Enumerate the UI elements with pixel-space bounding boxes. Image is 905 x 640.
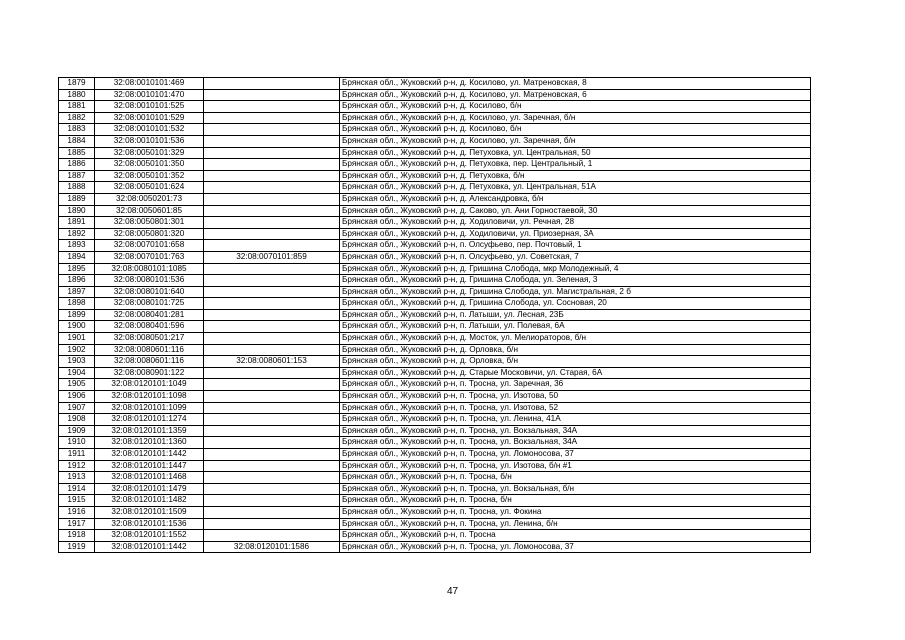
related-cadastral-number-cell	[204, 298, 340, 310]
address-cell: Брянская обл., Жуковский р-н, п. Тросна, ул. Ленина, 41А	[340, 414, 811, 426]
address-cell: Брянская обл., Жуковский р-н, п. Тросна, ул. Вокзальная, 34А	[340, 437, 811, 449]
related-cadastral-number-cell	[204, 483, 340, 495]
related-cadastral-number-cell	[204, 263, 340, 275]
address-cell: Брянская обл., Жуковский р-н, п. Тросна, ул. Ломоносова, 37	[340, 449, 811, 461]
address-cell: Брянская обл., Жуковский р-н, д. Александровка, б/н	[340, 193, 811, 205]
related-cadastral-number-cell	[204, 228, 340, 240]
table-row	[59, 286, 811, 298]
table-row	[59, 251, 811, 263]
row-number-cell: 1911	[59, 449, 95, 461]
row-number-cell: 1914	[59, 483, 95, 495]
cadastral-number-cell: 32:08:0120101:1049	[95, 379, 204, 391]
related-cadastral-number-cell	[204, 124, 340, 136]
row-number-cell: 1906	[59, 391, 95, 403]
table-row	[59, 414, 811, 426]
cadastral-number-cell: 32:08:0120101:1274	[95, 414, 204, 426]
row-number-cell: 1919	[59, 541, 95, 553]
row-number-cell: 1909	[59, 425, 95, 437]
row-number-cell: 1912	[59, 460, 95, 472]
related-cadastral-number-cell: 32:08:0080601:153	[204, 356, 340, 368]
table-row	[59, 263, 811, 275]
address-cell: Брянская обл., Жуковский р-н, п. Тросна, ул. Вокзальная, б/н	[340, 483, 811, 495]
cadastral-number-cell: 32:08:0120101:1552	[95, 530, 204, 542]
cadastral-number-cell: 32:08:0120101:1442	[95, 449, 204, 461]
table-row	[59, 506, 811, 518]
related-cadastral-number-cell	[204, 170, 340, 182]
related-cadastral-number-cell	[204, 89, 340, 101]
row-number-cell: 1890	[59, 205, 95, 217]
address-cell: Брянская обл., Жуковский р-н, п. Олсуфьево, пер. Почтовый, 1	[340, 240, 811, 252]
table-row	[59, 182, 811, 194]
related-cadastral-number-cell	[204, 518, 340, 530]
address-cell: Брянская обл., Жуковский р-н, п. Латыши, ул. Лесная, 23Б	[340, 309, 811, 321]
row-number-cell: 1881	[59, 101, 95, 113]
address-cell: Брянская обл., Жуковский р-н, д. Косилово, б/н	[340, 101, 811, 113]
related-cadastral-number-cell	[204, 437, 340, 449]
row-number-cell: 1891	[59, 217, 95, 229]
address-cell: Брянская обл., Жуковский р-н, д. Ходиловичи, ул. Приозерная, 3А	[340, 228, 811, 240]
table-row	[59, 159, 811, 171]
related-cadastral-number-cell	[204, 217, 340, 229]
row-number-cell: 1879	[59, 78, 95, 90]
table-row	[59, 402, 811, 414]
related-cadastral-number-cell	[204, 286, 340, 298]
table-row	[59, 495, 811, 507]
table-row	[59, 518, 811, 530]
table-row	[59, 367, 811, 379]
row-number-cell: 1907	[59, 402, 95, 414]
cadastral-number-cell: 32:08:0010101:536	[95, 135, 204, 147]
table-row	[59, 275, 811, 287]
cadastral-number-cell: 32:08:0050101:352	[95, 170, 204, 182]
cadastral-number-cell: 32:08:0120101:1442	[95, 541, 204, 553]
cadastral-number-cell: 32:08:0080101:640	[95, 286, 204, 298]
related-cadastral-number-cell	[204, 402, 340, 414]
table-row	[59, 228, 811, 240]
address-cell: Брянская обл., Жуковский р-н, п. Тросна	[340, 530, 811, 542]
cadastral-number-cell: 32:08:0120101:1359	[95, 425, 204, 437]
table-row	[59, 437, 811, 449]
address-cell: Брянская обл., Жуковский р-н, п. Латыши, ул. Полевая, 6А	[340, 321, 811, 333]
table-row	[59, 391, 811, 403]
cadastral-number-cell: 32:08:0050101:624	[95, 182, 204, 194]
cadastral-number-cell: 32:08:0120101:1099	[95, 402, 204, 414]
table-row	[59, 124, 811, 136]
address-cell: Брянская обл., Жуковский р-н, д. Петуховка, ул. Центральная, 51А	[340, 182, 811, 194]
address-cell: Брянская обл., Жуковский р-н, п. Олсуфьево, ул. Советская, 7	[340, 251, 811, 263]
cadastral-number-cell: 32:08:0120101:1447	[95, 460, 204, 472]
related-cadastral-number-cell	[204, 159, 340, 171]
address-cell: Брянская обл., Жуковский р-н, д. Старые Московичи, ул. Старая, 6А	[340, 367, 811, 379]
cadastral-number-cell: 32:08:0080601:116	[95, 344, 204, 356]
cadastral-number-cell: 32:08:0050101:350	[95, 159, 204, 171]
table-row	[59, 356, 811, 368]
address-cell: Брянская обл., Жуковский р-н, д. Косилово, б/н	[340, 124, 811, 136]
row-number-cell: 1892	[59, 228, 95, 240]
cadastral-number-cell: 32:08:0120101:1536	[95, 518, 204, 530]
cadastral-number-cell: 32:08:0010101:525	[95, 101, 204, 113]
table-row	[59, 193, 811, 205]
table-row	[59, 472, 811, 484]
cadastral-number-cell: 32:08:0010101:469	[95, 78, 204, 90]
table-row	[59, 217, 811, 229]
address-cell: Брянская обл., Жуковский р-н, д. Саково, ул. Ани Горностаевой, 30	[340, 205, 811, 217]
table-body	[59, 78, 811, 553]
cadastral-number-cell: 32:08:0120101:1482	[95, 495, 204, 507]
row-number-cell: 1908	[59, 414, 95, 426]
table-row	[59, 449, 811, 461]
table-row	[59, 309, 811, 321]
row-number-cell: 1910	[59, 437, 95, 449]
row-number-cell: 1887	[59, 170, 95, 182]
cadastral-number-cell: 32:08:0010101:532	[95, 124, 204, 136]
row-number-cell: 1905	[59, 379, 95, 391]
related-cadastral-number-cell	[204, 472, 340, 484]
cadastral-number-cell: 32:08:0120101:1468	[95, 472, 204, 484]
table-row	[59, 240, 811, 252]
cadastral-number-cell: 32:08:0050601:85	[95, 205, 204, 217]
related-cadastral-number-cell: 32:08:0070101:859	[204, 251, 340, 263]
table-row	[59, 298, 811, 310]
address-cell: Брянская обл., Жуковский р-н, п. Тросна, б/н	[340, 495, 811, 507]
table-row	[59, 101, 811, 113]
cadastral-number-cell: 32:08:0080601:116	[95, 356, 204, 368]
related-cadastral-number-cell	[204, 495, 340, 507]
address-cell: Брянская обл., Жуковский р-н, д. Гришина Слобода, ул. Сосновая, 20	[340, 298, 811, 310]
row-number-cell: 1904	[59, 367, 95, 379]
row-number-cell: 1888	[59, 182, 95, 194]
cadastral-number-cell: 32:08:0120101:1360	[95, 437, 204, 449]
address-cell: Брянская обл., Жуковский р-н, д. Орловка, б/н	[340, 344, 811, 356]
related-cadastral-number-cell	[204, 367, 340, 379]
table-row	[59, 483, 811, 495]
related-cadastral-number-cell	[204, 309, 340, 321]
address-cell: Брянская обл., Жуковский р-н, д. Косилово, ул. Матреновская, 8	[340, 78, 811, 90]
address-cell: Брянская обл., Жуковский р-н, п. Тросна, ул. Ломоносова, 37	[340, 541, 811, 553]
row-number-cell: 1916	[59, 506, 95, 518]
cadastral-number-cell: 32:08:0050201:73	[95, 193, 204, 205]
address-cell: Брянская обл., Жуковский р-н, д. Гришина Слобода, мкр Молодежный, 4	[340, 263, 811, 275]
related-cadastral-number-cell	[204, 135, 340, 147]
cadastral-number-cell: 32:08:0010101:470	[95, 89, 204, 101]
row-number-cell: 1894	[59, 251, 95, 263]
row-number-cell: 1898	[59, 298, 95, 310]
related-cadastral-number-cell	[204, 205, 340, 217]
address-cell: Брянская обл., Жуковский р-н, д. Гришина Слобода, ул. Магистральная, 2 б	[340, 286, 811, 298]
address-cell: Брянская обл., Жуковский р-н, д. Петуховка, ул. Центральная, 50	[340, 147, 811, 159]
related-cadastral-number-cell	[204, 379, 340, 391]
table-row	[59, 460, 811, 472]
row-number-cell: 1899	[59, 309, 95, 321]
address-cell: Брянская обл., Жуковский р-н, п. Тросна, ул. Изотова, б/н #1	[340, 460, 811, 472]
table-row	[59, 530, 811, 542]
address-cell: Брянская обл., Жуковский р-н, д. Орловка, б/н	[340, 356, 811, 368]
row-number-cell: 1903	[59, 356, 95, 368]
related-cadastral-number-cell	[204, 530, 340, 542]
cadastral-number-cell: 32:08:0080101:1085	[95, 263, 204, 275]
table-row	[59, 170, 811, 182]
related-cadastral-number-cell	[204, 425, 340, 437]
cadastral-number-cell: 32:08:0080101:536	[95, 275, 204, 287]
table-row	[59, 321, 811, 333]
cadastral-table	[58, 77, 811, 553]
related-cadastral-number-cell	[204, 449, 340, 461]
cadastral-number-cell: 32:08:0050801:320	[95, 228, 204, 240]
address-cell: Брянская обл., Жуковский р-н, п. Тросна, ул. Вокзальная, 34А	[340, 425, 811, 437]
address-cell: Брянская обл., Жуковский р-н, п. Тросна, ул. Фокина	[340, 506, 811, 518]
row-number-cell: 1900	[59, 321, 95, 333]
address-cell: Брянская обл., Жуковский р-н, д. Мосток, ул. Мелиораторов, б/н	[340, 333, 811, 345]
address-cell: Брянская обл., Жуковский р-н, д. Петуховка, б/н	[340, 170, 811, 182]
row-number-cell: 1895	[59, 263, 95, 275]
related-cadastral-number-cell	[204, 147, 340, 159]
page-number: 47	[446, 586, 459, 597]
related-cadastral-number-cell	[204, 275, 340, 287]
table-row	[59, 112, 811, 124]
row-number-cell: 1918	[59, 530, 95, 542]
address-cell: Брянская обл., Жуковский р-н, д. Петуховка, пер. Центральный, 1	[340, 159, 811, 171]
table-row	[59, 205, 811, 217]
cadastral-number-cell: 32:08:0050101:329	[95, 147, 204, 159]
cadastral-number-cell: 32:08:0080401:281	[95, 309, 204, 321]
related-cadastral-number-cell	[204, 344, 340, 356]
table-row	[59, 344, 811, 356]
row-number-cell: 1917	[59, 518, 95, 530]
row-number-cell: 1880	[59, 89, 95, 101]
address-cell: Брянская обл., Жуковский р-н, п. Тросна, ул. Заречная, 36	[340, 379, 811, 391]
row-number-cell: 1886	[59, 159, 95, 171]
row-number-cell: 1884	[59, 135, 95, 147]
table-row	[59, 425, 811, 437]
row-number-cell: 1901	[59, 333, 95, 345]
address-cell: Брянская обл., Жуковский р-н, д. Ходиловичи, ул. Речная, 28	[340, 217, 811, 229]
row-number-cell: 1915	[59, 495, 95, 507]
cadastral-number-cell: 32:08:0050801:301	[95, 217, 204, 229]
table-row	[59, 78, 811, 90]
table-row	[59, 147, 811, 159]
address-cell: Брянская обл., Жуковский р-н, д. Гришина Слобода, ул. Зеленая, 3	[340, 275, 811, 287]
address-cell: Брянская обл., Жуковский р-н, п. Тросна, б/н	[340, 472, 811, 484]
row-number-cell: 1902	[59, 344, 95, 356]
table-row	[59, 135, 811, 147]
cadastral-number-cell: 32:08:0080401:596	[95, 321, 204, 333]
cadastral-number-cell: 32:08:0120101:1509	[95, 506, 204, 518]
address-cell: Брянская обл., Жуковский р-н, д. Косилово, ул. Матреновская, 6	[340, 89, 811, 101]
row-number-cell: 1889	[59, 193, 95, 205]
table-row	[59, 541, 811, 553]
related-cadastral-number-cell	[204, 193, 340, 205]
related-cadastral-number-cell: 32:08:0120101:1586	[204, 541, 340, 553]
related-cadastral-number-cell	[204, 333, 340, 345]
related-cadastral-number-cell	[204, 112, 340, 124]
cadastral-number-cell: 32:08:0080901:122	[95, 367, 204, 379]
address-cell: Брянская обл., Жуковский р-н, п. Тросна, ул. Ленина, б/н	[340, 518, 811, 530]
cadastral-number-cell: 32:08:0070101:763	[95, 251, 204, 263]
row-number-cell: 1913	[59, 472, 95, 484]
cadastral-number-cell: 32:08:0070101:658	[95, 240, 204, 252]
related-cadastral-number-cell	[204, 321, 340, 333]
row-number-cell: 1896	[59, 275, 95, 287]
related-cadastral-number-cell	[204, 78, 340, 90]
address-cell: Брянская обл., Жуковский р-н, д. Косилово, ул. Заречная, б/н	[340, 135, 811, 147]
related-cadastral-number-cell	[204, 414, 340, 426]
related-cadastral-number-cell	[204, 182, 340, 194]
cadastral-number-cell: 32:08:0080101:725	[95, 298, 204, 310]
table-row	[59, 333, 811, 345]
address-cell: Брянская обл., Жуковский р-н, п. Тросна, ул. Изотова, 50	[340, 391, 811, 403]
cadastral-number-cell: 32:08:0080501:217	[95, 333, 204, 345]
row-number-cell: 1897	[59, 286, 95, 298]
address-cell: Брянская обл., Жуковский р-н, п. Тросна, ул. Изотова, 52	[340, 402, 811, 414]
related-cadastral-number-cell	[204, 101, 340, 113]
table-row	[59, 89, 811, 101]
row-number-cell: 1893	[59, 240, 95, 252]
table-row	[59, 379, 811, 391]
row-number-cell: 1882	[59, 112, 95, 124]
cadastral-number-cell: 32:08:0010101:529	[95, 112, 204, 124]
related-cadastral-number-cell	[204, 506, 340, 518]
cadastral-number-cell: 32:08:0120101:1479	[95, 483, 204, 495]
row-number-cell: 1885	[59, 147, 95, 159]
cadastral-number-cell: 32:08:0120101:1098	[95, 391, 204, 403]
related-cadastral-number-cell	[204, 460, 340, 472]
related-cadastral-number-cell	[204, 391, 340, 403]
related-cadastral-number-cell	[204, 240, 340, 252]
address-cell: Брянская обл., Жуковский р-н, д. Косилово, ул. Заречная, б/н	[340, 112, 811, 124]
row-number-cell: 1883	[59, 124, 95, 136]
